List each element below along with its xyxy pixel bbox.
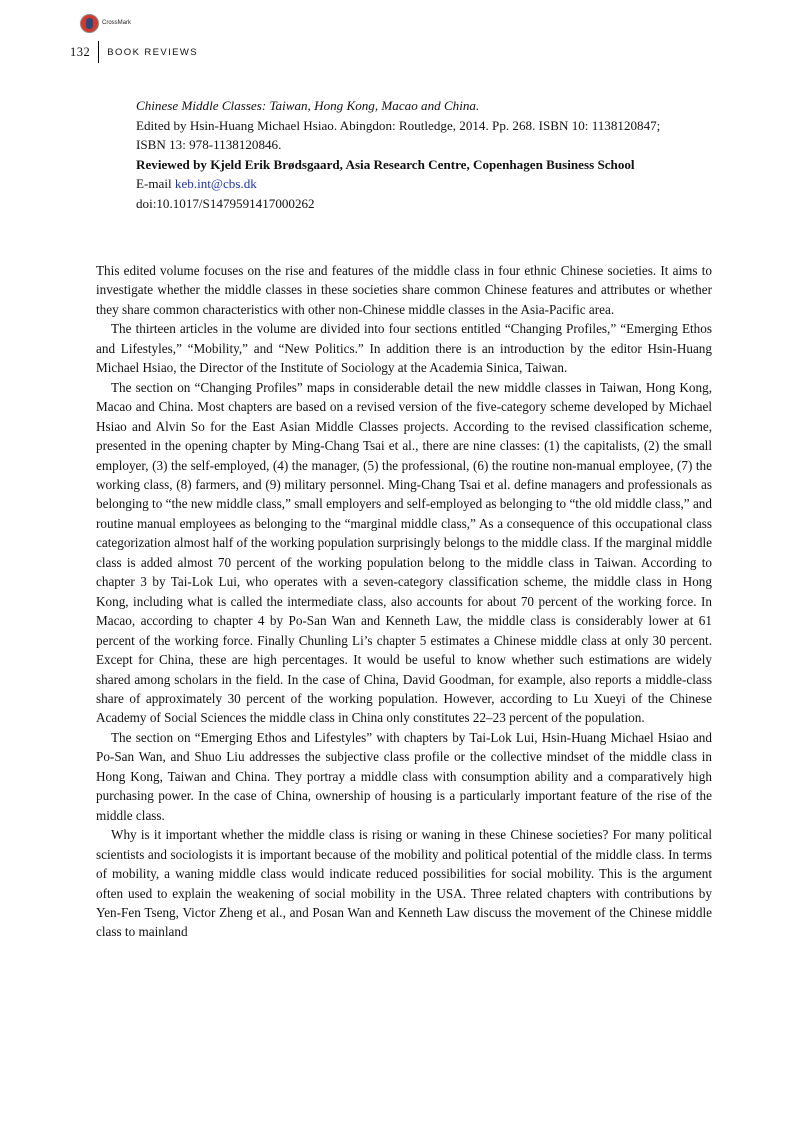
paragraph-1: This edited volume focuses on the rise and features of the middle class in four ethnic Chinese societies. It aims to investigate whether the middle classes in these societies share common Chinese features and attributes or whether they share common characteristics with other non-Chinese middle classes in the Asia-Pacific area. bbox=[96, 263, 712, 317]
running-head: BOOK REVIEWS bbox=[107, 46, 198, 58]
edited-by-line-2: ISBN 13: 978-1138120846. bbox=[136, 137, 282, 152]
crossmark-logo[interactable] bbox=[80, 12, 131, 34]
email-label: E-mail bbox=[136, 176, 172, 191]
crossmark-label: CrossMark bbox=[102, 20, 132, 26]
paragraph-3: The section on “Changing Profiles” maps in considerable detail the new middle classes in Taiwan, Hong Kong, Macao and China. Most chapters are based on a revised version of the five-category scheme developed by Michael Hsiao and Alvin So for the East Asian Middle Classes projects. According to the revised classification scheme, presented in the opening chapter by Ming-Chang Tsai et al., there are nine classes: (1) the capitalists, (2) the small employer, (3) the self-employed, (4) the manager, (5) the professional, (6) the routine non-manual employee, (7) the working class, (8) farmers, and (9) military personnel. Ming-Chang Tsai et al. define managers and professionals as belonging to “the new middle class,” small employers and self-employed as belonging to “the old middle class,” and routine manual employees as belonging to the “marginal middle class,” As a consequence of this occupational class categorization almost half of the working population surprisingly belongs to the middle class. If the marginal middle class is added almost 70 percent of the working population belong to the middle class in Taiwan. According to chapter 3 by Tai-Lok Lui, who operates with a seven-category classification scheme, the middle class in Hong Kong, including what is called the intermediate class, also accounts for about 70 percent of the working force. In Macao, according to chapter 4 by Po-San Wan and Kenneth Law, the middle class is considerably lower at 61 percent of the working force. Finally Chunling Li’s chapter 5 estimates a Chinese middle class at only 30 percent. Except for China, these are high percentages. It would be useful to know whether such estimations are widely shared among scholars in the field. In the case of China, David Goodman, for example, also reports a middle-class share of approximately 30 percent of the working population. However, according to Lu Xueyi of the Chinese Academy of Social Sciences the middle class in China only constitutes 22–23 percent of the population. bbox=[96, 379, 712, 726]
page-number: 132 bbox=[70, 44, 91, 59]
paragraph-5: Why is it important whether the middle class is rising or waning in these Chinese societies? For many political scientists and sociologists it is important because of the mobility and political potential of the middle class. In terms of mobility, a waning middle class would indicate reduced possibilities for social mobility. This is the argument often used to explain the weakening of social mobility in the USA. Three related chapters with contributions by Yen-Fen Tseng, Victor Zheng et al., and Posan Wan and Kenneth Law discuss the movement of the Chinese middle class to mainland bbox=[96, 827, 712, 940]
email-link[interactable]: keb.int@cbs.dk bbox=[174, 176, 257, 191]
paragraph-2: The thirteen articles in the volume are divided into four sections entitled “Changing Profiles,” “Emerging Ethos and Lifestyles,” “Mobility,” and “New Politics.” In addition there is an introduction by the editor Hsin-Huang Michael Hsiao, the Director of the Institute of Sociology at the Academia Sinica, Taiwan. bbox=[96, 321, 712, 376]
header-divider bbox=[98, 41, 99, 63]
reviewer-line: Reviewed by Kjeld Erik Brødsgaard, Asia Research Centre, Copenhagen Business School bbox=[136, 156, 635, 172]
email-line bbox=[136, 174, 712, 194]
edited-by-line-1: Edited by Hsin-Huang Michael Hsiao. Abingdon: Routledge, 2014. Pp. 268. ISBN 10: 1138120847; bbox=[136, 117, 661, 133]
review-body bbox=[96, 261, 712, 942]
book-title: Chinese Middle Classes: Taiwan, Hong Kong, Macao and China. bbox=[136, 98, 480, 113]
book-citation bbox=[136, 96, 712, 213]
paragraph-4: The section on “Emerging Ethos and Lifestyles” with chapters by Tai-Lok Lui, Hsin-Huang Michael Hsiao and Po-San Wan, and Shuo Liu addresses the subjective class profile or the collective mindset of the middle class in Hong Kong, Taiwan and China. They portray a middle class with consumption ability and a comparatively high purchasing power. In the case of China, ownership of housing is a particularly important feature of the rise of the middle class. bbox=[96, 729, 712, 823]
doi-line: doi:10.1017/S1479591417000262 bbox=[136, 195, 315, 211]
page-header bbox=[70, 41, 198, 63]
crossmark-icon[interactable] bbox=[80, 14, 99, 33]
